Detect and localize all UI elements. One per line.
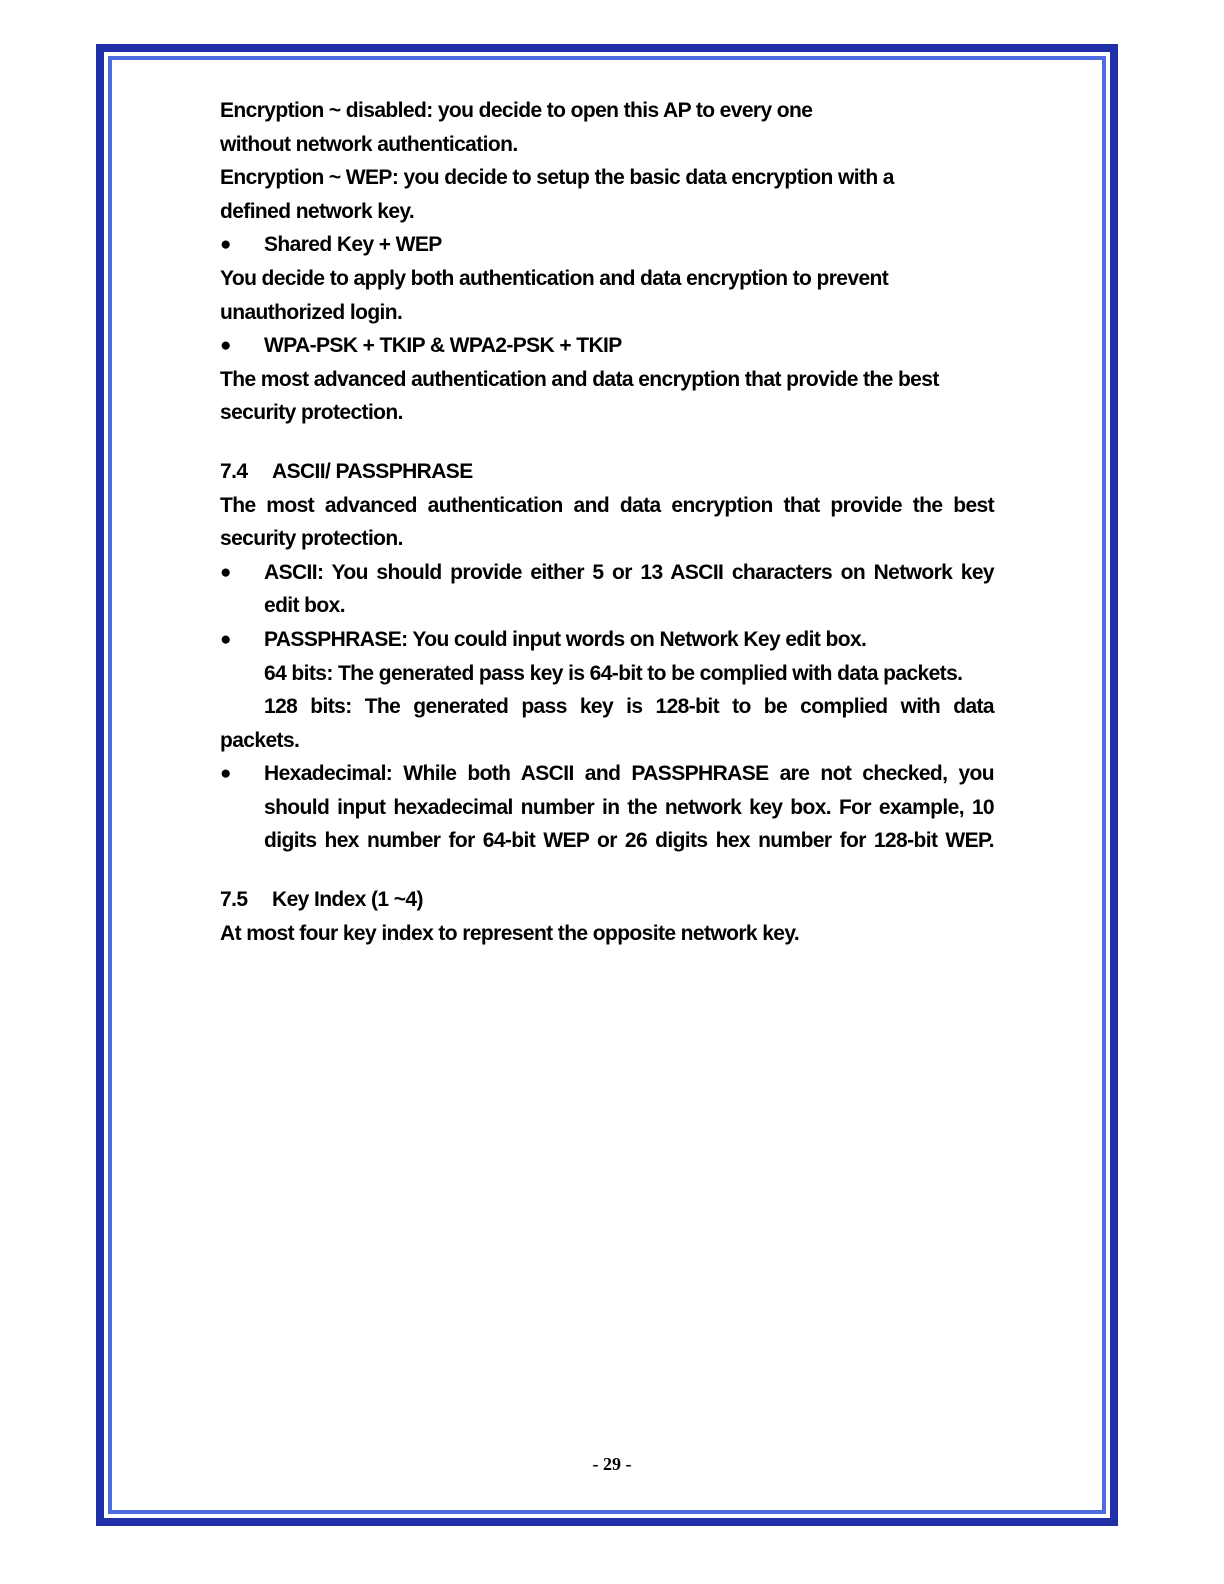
encryption-disabled-line-1: Encryption ~ disabled: you decide to open this AP to every one	[220, 99, 813, 122]
wpa-desc-line-1: The most advanced authentication and data encryption that provide the best	[220, 367, 939, 391]
ascii-line-2: edit box.	[264, 594, 345, 618]
passphrase-64-bits: 64 bits: The generated pass key is 64-bit to be complied with data packets.	[264, 661, 963, 685]
hex-line-3: digits hex number for 64-bit WEP or 26 digits hex number for 128-bit WEP.	[264, 829, 994, 853]
encryption-wep-line-2: defined network key.	[220, 199, 415, 223]
passphrase-line-1: PASSPHRASE: You could input words on Network Key edit box.	[264, 627, 867, 651]
ascii-line-1: ASCII: You should provide either 5 or 13 ASCII characters on Network key	[264, 560, 994, 584]
passphrase-128-bits-line-2: packets.	[220, 728, 300, 752]
page-number: - 29 -	[592, 1454, 632, 1474]
bullet-icon: ●	[220, 335, 231, 357]
shared-key-desc-line-2: unauthorized login.	[220, 300, 403, 324]
section-number: 7.5	[220, 888, 248, 912]
section-heading-7-4	[220, 455, 994, 489]
section-heading-7-5	[220, 883, 994, 917]
section-title: Key Index (1 ~4)	[272, 888, 423, 912]
section-7-5-desc: At most four key index to represent the opposite network key.	[220, 921, 800, 945]
wpa-label: WPA-PSK + TKIP & WPA2-PSK + TKIP	[264, 334, 622, 358]
list-item-wpa	[220, 329, 994, 363]
shared-key-label: Shared Key + WEP	[264, 233, 442, 257]
list-item-shared-key	[220, 228, 994, 262]
list-item-passphrase	[220, 623, 994, 657]
hex-line-1: Hexadecimal: While both ASCII and PASSPHRASE are not checked, you	[264, 762, 994, 786]
section-7-4-desc-line-2: security protection.	[220, 527, 403, 551]
encryption-disabled-line-2: without network authentication.	[220, 132, 518, 156]
section-7-4-desc-line-1: The most advanced authentication and data encryption that provide the best	[220, 493, 994, 517]
list-item-hexadecimal	[220, 757, 994, 858]
wpa-desc-line-2: security protection.	[220, 401, 403, 425]
bullet-icon: ●	[220, 763, 231, 785]
section-title: ASCII/ PASSPHRASE	[272, 459, 473, 483]
encryption-wep-line-1: Encryption ~ WEP: you decide to setup the basic data encryption with a	[220, 166, 894, 190]
bullet-icon: ●	[220, 561, 231, 583]
hex-line-2: should input hexadecimal number in the network key box. For example, 10	[264, 795, 994, 819]
bullet-icon: ●	[220, 234, 231, 256]
bullet-icon: ●	[220, 628, 231, 650]
shared-key-desc-line-1: You decide to apply both authentication and data encryption to prevent	[220, 266, 889, 290]
passphrase-128-bits-line-1: 128 bits: The generated pass key is 128-bit to be complied with data	[264, 695, 994, 719]
list-item-ascii	[220, 556, 994, 623]
page-content	[220, 94, 994, 950]
section-number: 7.4	[220, 459, 248, 483]
